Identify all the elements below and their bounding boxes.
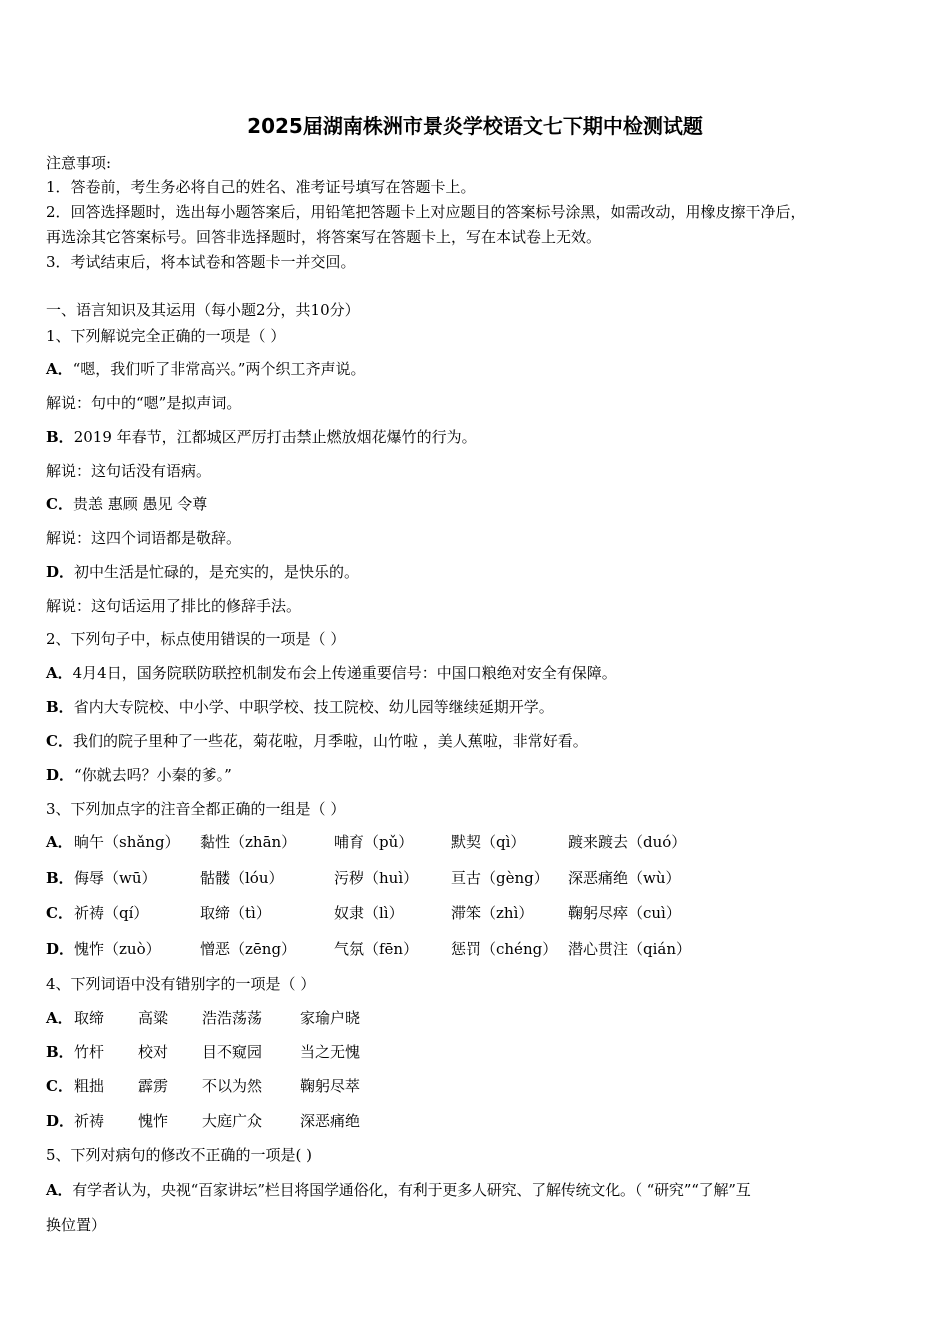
word-item: 深恶痛绝 <box>300 1112 361 1130</box>
question-3-option-b <box>46 867 906 889</box>
question-4-option-b <box>46 1041 546 1063</box>
word-item: 取缔 <box>74 1009 105 1027</box>
word-item: 祈祷 <box>74 1112 105 1130</box>
notice-item-1: 1．答卷前，考生务必将自己的姓名、准考证号填写在答题卡上。 <box>46 178 476 196</box>
option-label: C． <box>46 732 73 750</box>
pinyin-item: 骷髅（lóu） <box>200 869 284 887</box>
option-label: B． <box>46 869 74 887</box>
pinyin-item: 污秽（huì） <box>334 869 419 887</box>
option-label: B． <box>46 428 74 446</box>
word-item: 高粱 <box>138 1009 169 1027</box>
pinyin-item: 鞠躬尽瘁（cuì） <box>568 904 681 922</box>
question-3-option-a <box>46 831 906 853</box>
pinyin-item: 愧怍（zuò） <box>74 940 161 958</box>
option-label: C． <box>46 904 73 922</box>
option-text: 贵恙 惠顾 愚见 令尊 <box>72 495 208 513</box>
option-label: B． <box>46 1043 74 1061</box>
pinyin-item: 黏性（zhān） <box>200 833 297 851</box>
question-3-stem: 3、下列加点字的注音全都正确的一组是（ ） <box>46 800 346 818</box>
pinyin-item: 气氛（fēn） <box>334 940 419 958</box>
option-text: “嗯，我们听了非常高兴。”两个织工齐声说。 <box>72 360 366 378</box>
question-4-option-c <box>46 1075 546 1097</box>
question-1-stem: 1、下列解说完全正确的一项是（ ） <box>46 327 286 345</box>
option-label: B． <box>46 698 74 716</box>
question-5-option-a-cont: 换位置） <box>46 1216 107 1234</box>
pinyin-item: 祈祷（qí） <box>74 904 149 922</box>
question-2-option-b <box>46 696 554 718</box>
option-text: 我们的院子里种了一些花，菊花啦，月季啦，山竹啦 ，美人蕉啦，非常好看。 <box>72 732 588 750</box>
option-label: A． <box>46 360 73 378</box>
question-3-option-c <box>46 902 906 924</box>
option-text: 省内大专院校、中小学、中职学校、技工院校、幼儿园等继续延期开学。 <box>73 698 554 716</box>
word-item: 目不窥园 <box>202 1043 263 1061</box>
pinyin-item: 惩罚（chéng） <box>451 940 558 958</box>
option-label: C． <box>46 495 73 513</box>
option-label: A． <box>46 833 73 851</box>
pinyin-item: 憎恶（zēng） <box>200 940 297 958</box>
question-3-option-d <box>46 938 906 960</box>
question-4-stem: 4、下列词语中没有错别字的一项是（ ） <box>46 975 316 993</box>
pinyin-item: 深恶痛绝（wù） <box>568 869 681 887</box>
pinyin-item: 取缔（tì） <box>200 904 271 922</box>
word-item: 当之无愧 <box>300 1043 361 1061</box>
word-item: 愧怍 <box>138 1112 169 1130</box>
option-text: 初中生活是忙碌的，是充实的，是快乐的。 <box>74 563 360 581</box>
option-text: 4月4日，国务院联防联控机制发布会上传递重要信号：中国口粮绝对安全有保障。 <box>72 664 617 682</box>
word-item: 大庭广众 <box>202 1112 263 1130</box>
question-5-option-a <box>46 1179 906 1201</box>
question-1-note-d: 解说：这句话运用了排比的修辞手法。 <box>46 597 302 615</box>
notice-item-3: 3．考试结束后，将本试卷和答题卡一并交回。 <box>46 253 356 271</box>
word-item: 霹雳 <box>138 1077 169 1095</box>
option-label: D． <box>46 940 75 958</box>
option-label: A． <box>46 1009 73 1027</box>
option-text: 有学者认为，央视“百家讲坛”栏目将国学通俗化，有利于更多人研究、了解传统文化。（ “研究”“了解”互 <box>72 1181 751 1199</box>
page-title: 2025届湖南株洲市景炎学校语文七下期中检测试题 <box>247 114 703 138</box>
word-item: 竹杆 <box>74 1043 105 1061</box>
question-4-option-a <box>46 1007 546 1029</box>
notice-heading: 注意事项: <box>46 154 112 172</box>
pinyin-item: 滞笨（zhì） <box>451 904 534 922</box>
option-label: A． <box>46 1181 73 1199</box>
question-1-note-a: 解说：句中的“嗯”是拟声词。 <box>46 394 242 412</box>
question-2-stem: 2、下列句子中，标点使用错误的一项是（ ） <box>46 630 346 648</box>
question-5-stem: 5、下列对病句的修改不正确的一项是( ) <box>46 1146 313 1164</box>
question-2-option-d <box>46 764 232 786</box>
option-label: A． <box>46 664 73 682</box>
option-label: D． <box>46 563 75 581</box>
option-label: D． <box>46 1112 75 1130</box>
notice-item-2-cont: 再选涂其它答案标号。回答非选择题时，将答案写在答题卡上，写在本试卷上无效。 <box>46 228 602 246</box>
word-item: 不以为然 <box>202 1077 263 1095</box>
word-item: 粗拙 <box>74 1077 105 1095</box>
question-1-option-d <box>46 561 359 583</box>
option-text: 2019 年春节，江都城区严厉打击禁止燃放烟花爆竹的行为。 <box>73 428 477 446</box>
pinyin-item: 奴隶（lì） <box>334 904 404 922</box>
pinyin-item: 默契（qì） <box>451 833 526 851</box>
question-4-option-d <box>46 1110 546 1132</box>
question-2-option-c <box>46 730 588 752</box>
question-1-note-b: 解说：这句话没有语病。 <box>46 462 212 480</box>
option-label: D． <box>46 766 75 784</box>
pinyin-item: 亘古（gèng） <box>451 869 549 887</box>
question-1-option-a <box>46 358 365 380</box>
word-item: 鞠躬尽萃 <box>300 1077 361 1095</box>
pinyin-item: 晌午（shǎng） <box>74 833 180 851</box>
question-1-note-c: 解说：这四个词语都是敬辞。 <box>46 529 242 547</box>
pinyin-item: 哺育（pǔ） <box>334 833 414 851</box>
section-heading: 一、语言知识及其运用（每小题2分，共10分） <box>46 301 360 319</box>
word-item: 浩浩荡荡 <box>202 1009 263 1027</box>
question-2-option-a <box>46 662 617 684</box>
pinyin-item: 踱来踱去（duó） <box>568 833 687 851</box>
option-label: C． <box>46 1077 73 1095</box>
question-1-option-c <box>46 493 207 515</box>
pinyin-item: 侮辱（wū） <box>74 869 157 887</box>
notice-item-2: 2．回答选择题时，选出每小题答案后，用铅笔把答题卡上对应题目的答案标号涂黑，如需改动，用橡皮擦干净后， <box>46 203 806 221</box>
question-1-option-b <box>46 426 477 448</box>
pinyin-item: 潜心贯注（qián） <box>568 940 692 958</box>
word-item: 校对 <box>138 1043 169 1061</box>
word-item: 家瑜户晓 <box>300 1009 361 1027</box>
option-text: “你就去吗？小秦的爹。” <box>74 766 232 784</box>
